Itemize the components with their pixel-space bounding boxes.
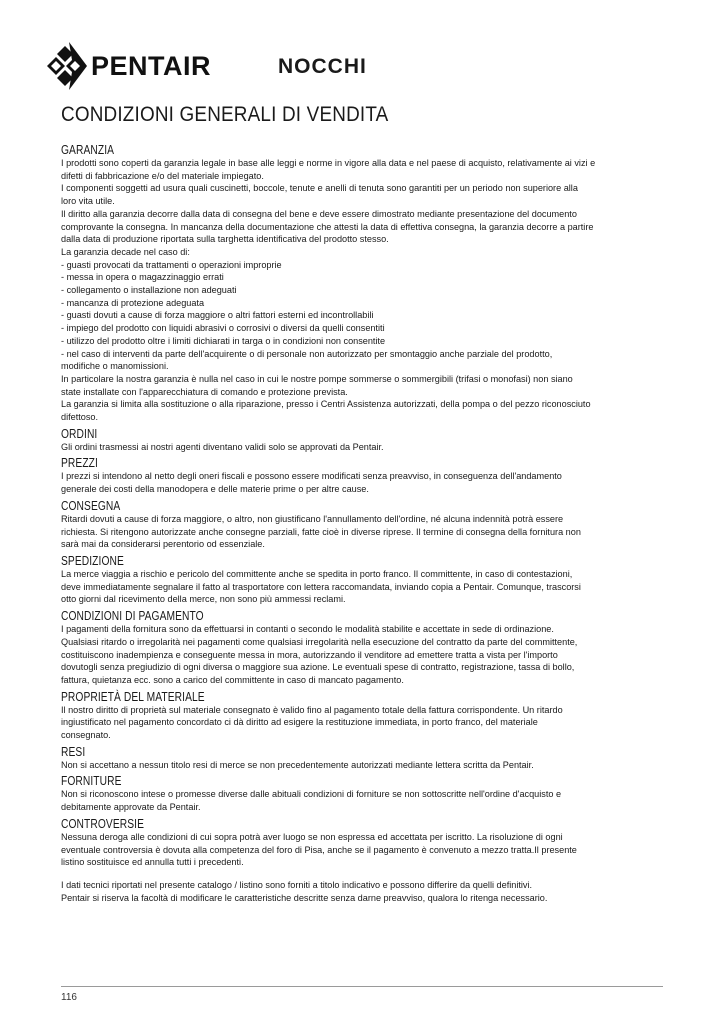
body-line: Ritardi dovuti a cause di forza maggiore, o altro, non giustificano l'annullamento dell'ordine, né alcuna indennità potrà essere	[61, 513, 564, 524]
section	[61, 456, 668, 495]
section-body	[61, 157, 668, 424]
section-title: GARANZIA	[61, 143, 115, 157]
disclaimer-line: I dati tecnici riportati nel presente catalogo / listino sono forniti a titolo indicativo e possono differire da quelli definitivi.	[61, 879, 533, 890]
section	[61, 143, 668, 424]
body-line: - utilizzo del prodotto oltre i limiti dichiarati in targa o in condizioni non consentite	[61, 335, 386, 346]
body-line: - impiego del prodotto con liquidi abrasivi o corrosivi o diversi da quelli consentiti	[61, 323, 385, 334]
body-line: Non si riconoscono intese o promesse diverse dalle abituali condizioni di forniture se non sottoscritte nell'ordine d'acquisto e	[61, 789, 562, 800]
section	[61, 554, 668, 606]
body-line: La garanzia decade nel caso di:	[61, 246, 190, 257]
page-title: CONDIZIONI GENERALI DI VENDITA	[61, 103, 389, 126]
body-line: costituiscono inadempienza e conseguente messa in mora, autorizzando il venditore ad emettere tratta a vista per l'importo	[61, 649, 558, 660]
header	[47, 42, 687, 92]
body-line: debitamente approvate da Pentair.	[61, 802, 201, 813]
section-title: CONSEGNA	[61, 498, 121, 513]
body-line: Non si accettano a nessun titolo resi di merce se non precedentemente autorizzati mediante lettera scritta da Pentair.	[61, 759, 534, 770]
section-body	[61, 441, 668, 454]
body-line: - messa in opera o magazzinaggio errati	[61, 272, 224, 283]
section	[61, 774, 668, 813]
body-line: Qualsiasi ritardo o irregolarità nei pagamenti come qualsiasi irregolarità nella esecuzione del contratto da parte del committente,	[61, 636, 578, 647]
body-line: I componenti soggetti ad usura quali cuscinetti, boccole, tenute e anelli di tenuta sono garantiti per un periodo non superiore alla	[61, 183, 578, 194]
section	[61, 745, 668, 772]
body-line: - mancanza di protezione adeguata	[61, 297, 205, 308]
pentair-logo-icon	[47, 42, 87, 90]
section-title: RESI	[61, 744, 86, 759]
body-line: difetti di fabbricazione e/o del materiale impiegato.	[61, 170, 264, 181]
section-body	[61, 623, 668, 687]
disclaimer-line: Pentair si riserva la facoltà di modificare le caratteristiche descritte senza darne preavviso, qualora lo ritenga necessario.	[61, 892, 548, 903]
body-line: - guasti dovuti a cause di forza maggiore o altri fattori esterni ed incontrollabili	[61, 310, 374, 321]
disclaimer	[61, 879, 668, 904]
section-body	[61, 704, 668, 742]
body-line: La merce viaggia a rischio e pericolo del committente anche se spedita in porto franco. Il committente, in caso di contestazioni,	[61, 568, 573, 579]
section-title: PROPRIETÀ DEL MATERIALE	[61, 689, 205, 704]
section-title: CONTROVERSIE	[61, 816, 144, 831]
section	[61, 690, 668, 742]
spacer	[61, 872, 668, 879]
body-line: In particolare la nostra garanzia è nulla nel caso in cui le nostre pompe sommerse o sommergibili (trifasi o monofasi) non siano	[61, 373, 573, 384]
body-line: state installate con l'apparecchiatura di comando e protezione prevista.	[61, 386, 348, 397]
body-line: deve immediatamente segnalare il fatto al trasportatore con lettera raccomandata, inviando copia a Pentair. Comunque, trascorsi	[61, 581, 581, 592]
body-line: loro vita utile.	[61, 196, 115, 207]
section	[61, 427, 668, 454]
section-title: ORDINI	[61, 426, 98, 441]
body-line: listino sostituisce ed annulla tutti i precedenti.	[61, 857, 244, 868]
page-number: 116	[61, 992, 77, 1003]
body-line: Gli ordini trasmessi ai nostri agenti diventano validi solo se approvati da Pentair.	[61, 441, 384, 452]
body-line: I prodotti sono coperti da garanzia legale in base alle leggi e norme in vigore alla data e nel paese di acquisto, relativamente ai vizi e	[61, 158, 596, 168]
section	[61, 499, 668, 551]
body-line: - collegamento o installazione non adeguati	[61, 285, 237, 296]
section-title: SPEDIZIONE	[61, 553, 124, 568]
section-body	[61, 831, 668, 869]
section-body	[61, 513, 668, 551]
section-body	[61, 759, 668, 772]
body-line: comprovante la consegna. In mancanza della documentazione che attesti la data di effettiva consegna, la garanzia decorre a partire	[61, 221, 594, 232]
footer-divider	[61, 986, 663, 987]
body-line: ingiustificato nel pagamento concordato ci dà diritto ad esigere la restituzione immediata, in porto franco, del materiale	[61, 717, 538, 728]
section-body	[61, 568, 668, 606]
section-body	[61, 470, 668, 495]
body-line: fattura, quietanza ecc. sono a carico del committente in caso di mancato pagamento.	[61, 674, 404, 685]
body-line: modifiche o manomissioni.	[61, 361, 169, 372]
terms-content	[61, 143, 668, 907]
body-line: La garanzia si limita alla sostituzione o alla riparazione, presso i Centri Assistenza autorizzati, della pompa o del pezzo riconosciuto	[61, 399, 591, 410]
body-line: dalla data di produzione riportata sulla targhetta identificativa del prodotto stesso.	[61, 234, 389, 245]
body-line: difettoso.	[61, 412, 99, 423]
body-line: generale dei costi della manodopera e delle materie prime o per altre cause.	[61, 484, 369, 495]
section	[61, 609, 668, 687]
body-line: eventuale controversia è dovuta alla competenza del foro di Pisa, anche se il pagamento è convenuto a mezzo tratta.Il presente	[61, 844, 577, 855]
body-line: consegnato.	[61, 730, 111, 741]
body-line: richiesta. Si ritengono autorizzate anche consegne parziali, fatte cioè in diverse riprese. Il termine di consegna della fornitura non	[61, 526, 581, 537]
body-line: I prezzi si intendono al netto degli oneri fiscali e possono essere modificati senza preavviso, in conseguenza dell'andamento	[61, 471, 562, 482]
section-title: FORNITURE	[61, 774, 122, 789]
section-body	[61, 788, 668, 813]
body-line: - nel caso di interventi da parte dell'acquirente o di personale non autorizzato per smontaggio anche parziale del prodotto,	[61, 348, 553, 359]
body-line: dovutogli senza pregiudizio di ogni diversa o maggiore sua azione. Le eventuali spese di contratto, registrazione, tassa di bollo,	[61, 662, 575, 673]
body-line: I pagamenti della fornitura sono da effettuarsi in contanti o secondo le modalità stabilite e accettate in sede di ordinazione.	[61, 624, 554, 635]
section	[61, 817, 668, 869]
body-line: Il nostro diritto di proprietà sul materiale consegnato è valido fino al pagamento totale della fattura corrispondente. Un ritardo	[61, 704, 563, 715]
brand-name: PENTAIR	[91, 51, 212, 81]
section-title: CONDIZIONI DI PAGAMENTO	[61, 609, 204, 624]
body-line: otto giorni dal ricevimento della merce, non sono più ammessi reclami.	[61, 594, 346, 605]
body-line: sarà mai da considerarsi perentorio od essenziale.	[61, 539, 265, 550]
sub-brand-name: NOCCHI	[278, 55, 367, 78]
body-line: Nessuna deroga alle condizioni di cui sopra potrà aver luogo se non espressa ed accettata per iscritto. La risoluzione di ogni	[61, 831, 563, 842]
body-line: - guasti provocati da trattamenti o operazioni improprie	[61, 259, 282, 270]
section-title: PREZZI	[61, 456, 98, 471]
sections-container	[61, 143, 668, 869]
body-line: Il diritto alla garanzia decorre dalla data di consegna del bene e deve essere dimostrato mediante presentazione del documento	[61, 208, 577, 219]
